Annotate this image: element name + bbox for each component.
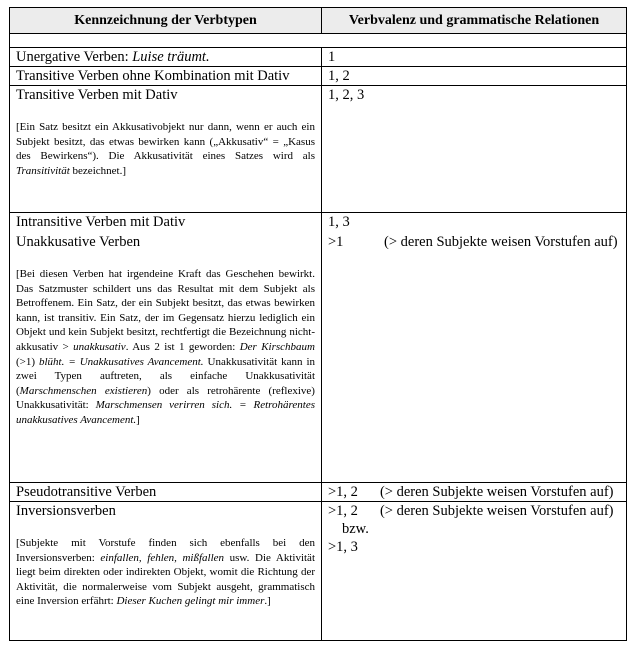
cell-intransitive-value [322, 213, 627, 483]
note-italic: Marschmenschen existieren [19, 384, 148, 397]
note-italic: Dieser Kuchen gelingt mir immer [116, 595, 265, 608]
value-unakkusative-line [328, 233, 626, 251]
bzw-inversion: bzw. [342, 521, 369, 537]
comment-inversion: (> deren Subjekte weisen Vorstufen auf) [379, 503, 614, 519]
cell-inversion [10, 502, 322, 641]
note-transitive-mit [16, 120, 321, 178]
cell-inversion-value [322, 502, 627, 641]
note-text: ] [136, 413, 140, 426]
table-row [10, 502, 627, 641]
example-unergative: Luise träumt. [132, 49, 210, 65]
comment-unakkusative: (> deren Subjekte weisen Vorstufen auf) [384, 234, 618, 250]
value-transitive-ohne: 1, 2 [328, 68, 350, 84]
cell-transitive-ohne-value [322, 67, 627, 86]
cell-unergative-value [322, 48, 627, 67]
cell-transitive-ohne [10, 67, 322, 86]
label-unakkusative: Unakkusative Verben [16, 234, 141, 250]
label-transitive-ohne: Transitive Verben ohne Kombination mit Dativ [16, 68, 290, 84]
note-text: Unakkusativität kann in zwei Typen auftreten, als einfache Unakkusativität ( [16, 355, 316, 397]
note-italic: unakkusativ [73, 340, 126, 353]
value-pseudotransitive: >1, 2 [328, 484, 358, 500]
note-text: ) oder als retrohärente (reflexive) Unakkusativität: [16, 384, 315, 412]
spacer-row [10, 34, 627, 48]
note-text: . Aus 2 ist 1 geworden: [125, 340, 240, 353]
note-italic: einfallen, fehlen, mißfallen [100, 551, 225, 564]
label-inversion: Inversionsverben [16, 503, 116, 519]
note-text: (>1) [16, 355, 39, 368]
note-italic: Marschmensen verirren sich. = Retrohärentes unakkusatives Avancement. [16, 399, 315, 426]
cell-transitive-mit-value [322, 86, 627, 213]
value-intransitive: 1, 3 [328, 214, 350, 230]
verb-types-table [9, 7, 627, 641]
label-pseudotransitive: Pseudotransitive Verben [16, 484, 157, 500]
value-unergative: 1 [328, 49, 336, 65]
label-unergative: Unergative Verben: [16, 49, 133, 65]
cell-pseudotransitive-value [322, 483, 627, 502]
label-intransitive: Intransitive Verben mit Dativ [16, 214, 186, 230]
note-text: [Subjekte mit Vorstufe finden sich ebenfalls bei den Inversionsverben: [16, 537, 315, 564]
table-row [10, 48, 627, 67]
note-inversion [16, 536, 321, 609]
header-verb-types: Kennzeichnung der Verbtypen [10, 8, 322, 34]
note-text: [Bei diesen Verben hat irgendeine Kraft das Geschehen bewirkt. Das Satzmuster schildert uns das Resultat mit dem Subjekt als Betroffenem. Ein Satz, der ein Subjekt besitzt, das etwas bewirken kann, ist transitiv. Ein Satz, der im Gegensatz hierzu lediglich ein Objekt und kein Subjekt besitzt, rechtfertigt die Bezeichnung nicht-akkusativ > [16, 268, 315, 353]
note-text: [Ein Satz besitzt ein Akkusativobjekt nur dann, wenn er auch ein Subjekt besitzt, das etwas bewirken kann („Akkusativ“ = „Kasus des Bewirkens“). Die Akkusativität eines Satzes wird als [16, 121, 315, 163]
table-row [10, 67, 627, 86]
note-italic: blüht. = Unakkusatives Avancement. [39, 355, 204, 368]
table-row [10, 86, 627, 213]
note-italic: Der Kirschbaum [239, 340, 315, 353]
value-unakkusative: >1 [328, 234, 344, 250]
cell-unergative [10, 48, 322, 67]
cell-pseudotransitive [10, 483, 322, 502]
cell-transitive-mit [10, 86, 322, 213]
value-transitive-mit: 1, 2, 3 [328, 87, 365, 103]
verb-types-table-container [9, 7, 627, 641]
value-inversion-1: >1, 2 [328, 503, 358, 519]
header-valency: Verbvalenz und grammatische Relationen [322, 8, 627, 34]
comment-pseudotransitive: (> deren Subjekte weisen Vorstufen auf) [379, 484, 614, 500]
header-row [10, 8, 627, 34]
note-text: bezeichnet.] [69, 164, 126, 177]
value-inversion-2: >1, 3 [328, 539, 358, 555]
cell-intransitive [10, 213, 322, 483]
note-unakkusative [16, 267, 321, 428]
table-row [10, 483, 627, 502]
label-transitive-mit: Transitive Verben mit Dativ [16, 87, 178, 103]
note-text: .] [264, 595, 271, 608]
note-italic: Transitivität [16, 164, 70, 177]
value-inversion-line [328, 502, 626, 520]
note-text: usw. Die Aktivität liegt beim direkten oder indirekten Objekt, womit die Richtung der Aktivität, die normalerweise vom Subjekt ausgeht, grammatisch eine Inversion erfährt: [16, 551, 315, 608]
table-row [10, 213, 627, 483]
